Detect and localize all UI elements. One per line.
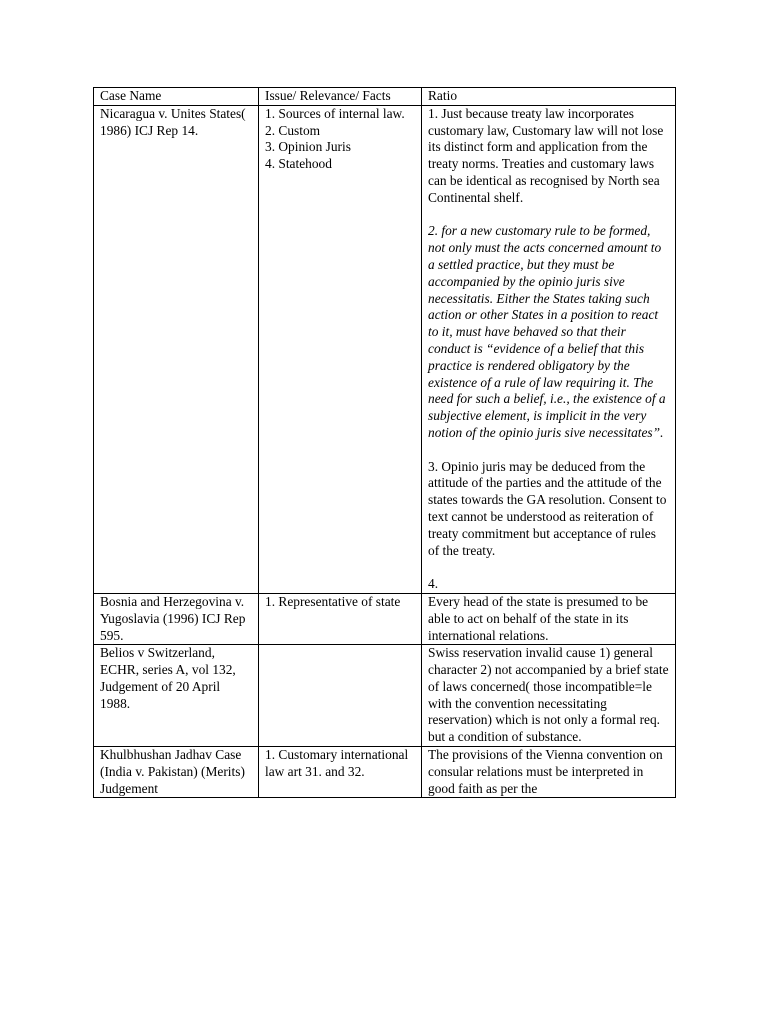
header-case-name: Case Name — [94, 88, 259, 106]
ratio-cell — [422, 747, 676, 798]
table-row — [94, 593, 676, 644]
case-name-cell: Belios v Switzerland, ECHR, series A, vol 132, Judgement of 20 April 1988. — [94, 645, 259, 747]
table-row — [94, 645, 676, 747]
issue-item: 4. Statehood — [265, 156, 332, 172]
issues-cell — [259, 593, 422, 644]
table-header-row — [94, 88, 676, 106]
ratio-cell — [422, 593, 676, 644]
header-issue-relevance-facts: Issue/ Relevance/ Facts — [259, 88, 422, 106]
table-row — [94, 105, 676, 593]
ratio-cell — [422, 645, 676, 747]
case-name-cell: Nicaragua v. Unites States( 1986) ICJ Rep 14. — [94, 105, 259, 593]
case-name-cell: Bosnia and Herzegovina v. Yugoslavia (1996) ICJ Rep 595. — [94, 593, 259, 644]
case-law-table — [93, 87, 676, 798]
issue-item: 2. Custom — [265, 122, 321, 138]
case-name-cell: Khulbhushan Jadhav Case (India v. Pakistan) (Merits) Judgement — [94, 747, 259, 798]
issue-item: 1. Customary international law art 31. and 32. — [265, 747, 409, 779]
ratio-paragraph: Swiss reservation invalid cause 1) general character 2) not accompanied by a brief state of laws concerned( those incompatible=le with the convention necessitating reservation) which is not only a formal req. but a condition of substance. — [428, 645, 669, 745]
ratio-paragraph-quoted: 2. for a new customary rule to be formed, not only must the acts concerned amount to a settled practice, but they must be accompanied by the opinio juris sive necessitatis. Either the States taking such action or other States in a position to react to it, must have behaved so that their conduct is “evidence of a belief that this practice is rendered obligatory by the existence of a rule of law requiring it. The need for such a belief, i.e., the existence of a subjective element, is implicit in the very notion of the opinio juris sive necessitates”. — [428, 223, 666, 440]
ratio-paragraph: Every head of the state is presumed to be able to act on behalf of the state in its international relations. — [428, 593, 649, 643]
issue-item: 1. Representative of state — [265, 593, 401, 609]
issues-cell — [259, 105, 422, 593]
ratio-paragraph: 3. Opinio juris may be deduced from the attitude of the parties and the attitude of the states towards the GA resolution. Consent to text cannot be understood as reiteration of treaty commitment but acceptance of rules of the treaty. — [428, 458, 667, 558]
issues-cell — [259, 645, 422, 747]
ratio-paragraph: The provisions of the Vienna convention on consular relations must be interpreted in good faith as per the — [428, 747, 663, 796]
header-ratio: Ratio — [422, 88, 676, 106]
ratio-paragraph: 1. Just because treaty law incorporates customary law, Customary law will not lose its distinct form and application from the treaty norms. Treaties and customary laws can be identical as recognised by North sea Continental shelf. — [428, 105, 664, 205]
issues-cell — [259, 747, 422, 798]
table-row — [94, 747, 676, 798]
ratio-paragraph: 4. — [428, 576, 439, 592]
issue-item: 1. Sources of internal law. — [265, 105, 405, 121]
issue-item: 3. Opinion Juris — [265, 139, 351, 155]
ratio-cell — [422, 105, 676, 593]
